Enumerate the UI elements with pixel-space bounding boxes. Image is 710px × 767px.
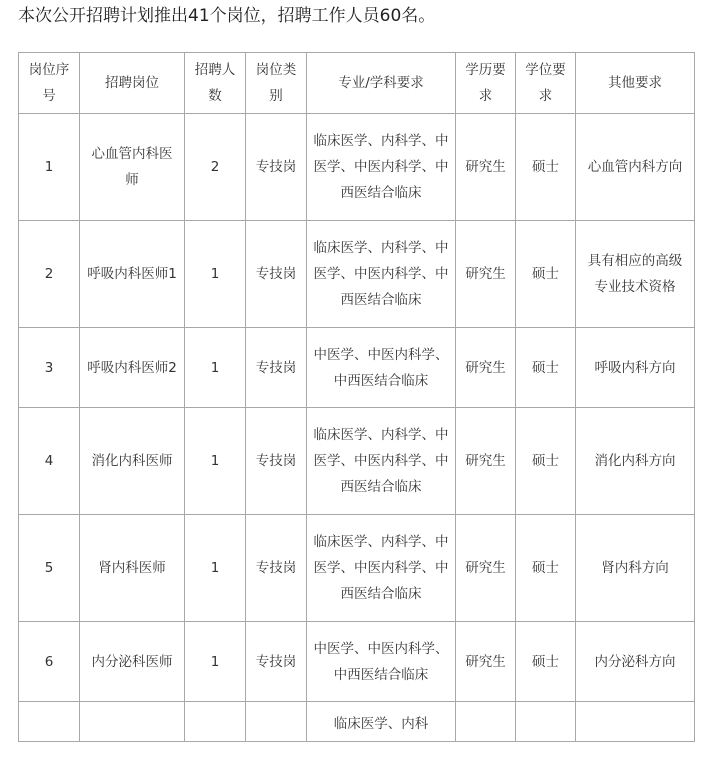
cell-category: 专技岗 [246, 515, 307, 622]
table-row [19, 221, 695, 328]
cell-no: 5 [19, 515, 80, 622]
cell-category: 专技岗 [246, 622, 307, 702]
cell-education [456, 702, 516, 742]
cell-other: 消化内科方向 [576, 408, 695, 515]
cell-major: 临床医学、内科学、中医学、中医内科学、中西医结合临床 [307, 515, 456, 622]
header-cell-no: 岗位序号 [19, 53, 80, 114]
cell-count: 1 [185, 622, 246, 702]
cell-category: 专技岗 [246, 221, 307, 328]
cell-post: 呼吸内科医师2 [80, 328, 185, 408]
cell-post: 心血管内科医师 [80, 114, 185, 221]
header-cell-degree: 学位要求 [516, 53, 576, 114]
cell-major: 中医学、中医内科学、中西医结合临床 [307, 328, 456, 408]
cell-education: 研究生 [456, 221, 516, 328]
cell-post [80, 702, 185, 742]
cell-post: 消化内科医师 [80, 408, 185, 515]
cell-no: 3 [19, 328, 80, 408]
cell-other: 心血管内科方向 [576, 114, 695, 221]
recruitment-table [18, 52, 695, 742]
cell-count: 1 [185, 221, 246, 328]
cell-degree: 硕士 [516, 408, 576, 515]
cell-degree: 硕士 [516, 114, 576, 221]
cell-degree [516, 702, 576, 742]
cell-no: 1 [19, 114, 80, 221]
intro-text: 本次公开招聘计划推出41个岗位，招聘工作人员60名。 [18, 6, 436, 26]
table-row [19, 114, 695, 221]
table-row-partial [19, 702, 695, 742]
header-cell-education: 学历要求 [456, 53, 516, 114]
table-row [19, 328, 695, 408]
cell-major: 临床医学、内科学、中医学、中医内科学、中西医结合临床 [307, 114, 456, 221]
cell-count [185, 702, 246, 742]
cell-other: 内分泌科方向 [576, 622, 695, 702]
cell-other: 呼吸内科方向 [576, 328, 695, 408]
cell-count: 1 [185, 328, 246, 408]
cell-major: 临床医学、内科学、中医学、中医内科学、中西医结合临床 [307, 408, 456, 515]
header-cell-post: 招聘岗位 [80, 53, 185, 114]
cell-education: 研究生 [456, 114, 516, 221]
cell-other: 肾内科方向 [576, 515, 695, 622]
cell-major: 中医学、中医内科学、中西医结合临床 [307, 622, 456, 702]
header-cell-category: 岗位类别 [246, 53, 307, 114]
cell-category: 专技岗 [246, 328, 307, 408]
cell-no [19, 702, 80, 742]
cell-count: 1 [185, 408, 246, 515]
cell-education: 研究生 [456, 622, 516, 702]
cell-other [576, 702, 695, 742]
header-cell-other: 其他要求 [576, 53, 695, 114]
table-row [19, 408, 695, 515]
cell-category [246, 702, 307, 742]
cell-degree: 硕士 [516, 622, 576, 702]
cell-education: 研究生 [456, 328, 516, 408]
cell-education: 研究生 [456, 515, 516, 622]
table-row [19, 622, 695, 702]
header-cell-count: 招聘人数 [185, 53, 246, 114]
cell-other: 具有相应的高级专业技术资格 [576, 221, 695, 328]
cell-degree: 硕士 [516, 221, 576, 328]
cell-post: 呼吸内科医师1 [80, 221, 185, 328]
cell-no: 2 [19, 221, 80, 328]
cell-major: 临床医学、内科 [307, 702, 456, 742]
cell-post: 肾内科医师 [80, 515, 185, 622]
table-header-row [19, 53, 695, 114]
cell-count: 1 [185, 515, 246, 622]
cell-major: 临床医学、内科学、中医学、中医内科学、中西医结合临床 [307, 221, 456, 328]
table-row [19, 515, 695, 622]
cell-education: 研究生 [456, 408, 516, 515]
cell-no: 4 [19, 408, 80, 515]
cell-post: 内分泌科医师 [80, 622, 185, 702]
cell-no: 6 [19, 622, 80, 702]
cell-category: 专技岗 [246, 114, 307, 221]
cell-category: 专技岗 [246, 408, 307, 515]
cell-degree: 硕士 [516, 515, 576, 622]
cell-degree: 硕士 [516, 328, 576, 408]
header-cell-major: 专业/学科要求 [307, 53, 456, 114]
cell-count: 2 [185, 114, 246, 221]
